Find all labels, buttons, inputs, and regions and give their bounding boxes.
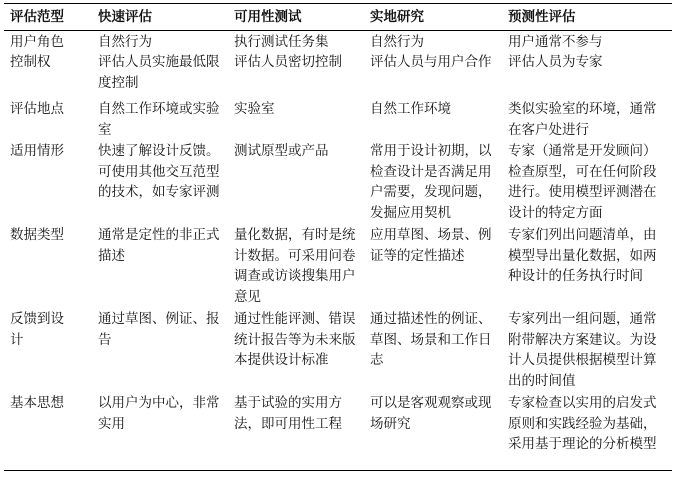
cell-usability [228,308,364,392]
cell-text: 测试原型或产品 [234,143,329,159]
cell-text: 评估人员密切控制 [234,54,342,70]
cell-text: 自然工作环境 [370,101,451,117]
cell-text: 通过性能评测、错误统计报告等为未来版本提供设计标准 [234,311,356,368]
table-body [4,30,672,470]
cell-predictive [502,140,672,224]
row-label [4,140,92,224]
cell-text: 专家检查以实用的启发式原则和实践经验为基础，采用基于理论的分析模型 [508,395,657,452]
cell-text: 以用户为中心，非常实用 [98,395,220,432]
row-label-text: 适用情形 [10,143,64,159]
header-usability-testing: 可用性测试 [228,4,364,31]
cell-text: 评估人员与用户合作 [370,54,492,70]
cell-predictive [502,98,672,140]
row-user-role [4,30,672,98]
cell-usability [228,224,364,308]
row-data-type [4,224,672,308]
cell-field [364,140,502,224]
row-label-text: 用户角色 [10,33,64,50]
cell-usability [228,98,364,140]
cell-text: 通过描述性的例证、草图、场景和工作日志 [370,311,492,368]
cell-text: 用户通常不参与 [508,33,603,50]
row-location [4,98,672,140]
cell-text: 专家（通常是开发顾问）检查原型，可在任何阶段进行。使用模型评测潜在设计的特定方面 [508,143,657,221]
cell-text: 量化数据，有时是统计数据。可采用问卷调查或访谈搜集用户意见 [234,227,356,305]
cell-usability [228,30,364,98]
row-label-text: 反馈到设 [10,311,64,327]
row-label [4,98,92,140]
row-label-text: 数据类型 [10,227,64,243]
cell-text: 类似实验室的环境，通常在客户处进行 [508,101,657,138]
row-label-text: 评估地点 [10,101,64,117]
row-label-text: 基本思想 [10,395,64,411]
cell-quick [92,392,228,470]
cell-quick [92,98,228,140]
cell-text: 实验室 [234,101,275,117]
cell-text: 自然行为 [370,33,424,50]
cell-text: 通常是定性的非正式描述 [98,227,220,264]
cell-predictive [502,30,672,98]
cell-field [364,308,502,392]
cell-usability [228,140,364,224]
cell-field [364,392,502,470]
cell-text: 通过草图、例证、报告 [98,311,220,348]
cell-quick [92,308,228,392]
cell-text: 专家列出一组问题，通常附带解决方案建议。为设计人员提供根据模型计算出的时间值 [508,311,657,389]
row-philosophy [4,392,672,470]
header-quick-evaluation: 快速评估 [92,4,228,31]
cell-text: 快速了解设计反馈。可使用其他交互范型的技术，如专家评测 [98,143,220,200]
cell-text: 自然工作环境或实验室 [98,101,220,138]
row-label [4,308,92,392]
header-field-study: 实地研究 [364,4,502,31]
cell-text: 常用于设计初期，以检查设计是否满足用户需要，发现问题，发掘应用契机 [370,143,492,221]
cell-field [364,30,502,98]
cell-predictive [502,224,672,308]
header-paradigm: 评估范型 [4,4,92,31]
cell-usability [228,392,364,470]
cell-text: 基于试验的实用方法，即可用性工程 [234,395,342,432]
cell-text: 执行测试任务集 [234,33,329,50]
cell-quick [92,30,228,98]
comparison-table [4,3,672,471]
cell-text: 应用草图、场景、例证等的定性描述 [370,227,492,264]
cell-predictive [502,308,672,392]
cell-quick [92,224,228,308]
cell-predictive [502,392,672,470]
cell-text: 专家们列出问题清单，由模型导出量化数据，如两种设计的任务执行时间 [508,227,657,284]
cell-text: 可以是客观观察或现场研究 [370,395,492,432]
row-label-text: 计 [10,331,24,348]
row-label-text: 控制权 [10,54,51,70]
row-label [4,224,92,308]
cell-field [364,98,502,140]
row-feedback [4,308,672,392]
row-label [4,392,92,470]
row-label [4,30,92,98]
header-predictive-evaluation: 预测性评估 [502,4,672,31]
cell-text: 自然行为 [98,33,152,50]
row-usage [4,140,672,224]
cell-field [364,224,502,308]
table-header-row [4,4,672,31]
cell-text: 评估人员为专家 [508,54,603,70]
cell-quick [92,140,228,224]
cell-text: 评估人员实施最低限度控制 [98,54,220,91]
